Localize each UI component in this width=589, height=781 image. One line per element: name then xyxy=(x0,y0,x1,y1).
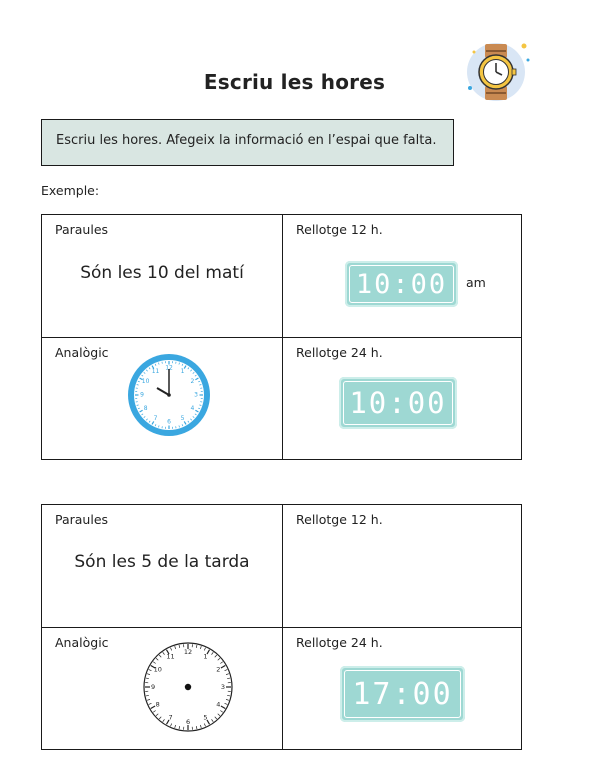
digital-time: 10:00 xyxy=(349,265,454,303)
digital-clock-24h xyxy=(339,377,457,429)
svg-text:5: 5 xyxy=(180,414,185,422)
svg-text:8: 8 xyxy=(155,700,160,709)
svg-text:10: 10 xyxy=(141,378,150,385)
svg-text:11: 11 xyxy=(166,652,175,661)
clock24-label: Rellotge 24 h. xyxy=(296,635,383,650)
clock12-label: Rellotge 12 h. xyxy=(296,512,383,527)
svg-text:7: 7 xyxy=(168,713,173,722)
example-words-cell xyxy=(41,214,283,338)
svg-text:6: 6 xyxy=(167,418,171,426)
svg-text:4: 4 xyxy=(190,405,195,412)
instruction-text: Escriu les hores. Afegeix la informació en l’espai que falta. xyxy=(56,133,437,148)
svg-text:2: 2 xyxy=(216,665,221,674)
svg-text:11: 11 xyxy=(151,368,160,376)
words-text: Són les 5 de la tarda xyxy=(74,552,250,572)
svg-text:1: 1 xyxy=(180,368,185,376)
svg-text:3: 3 xyxy=(194,391,198,399)
svg-text:12: 12 xyxy=(183,648,193,656)
svg-text:3: 3 xyxy=(220,683,226,691)
exercise-analog-cell xyxy=(41,627,283,750)
svg-text:1: 1 xyxy=(203,652,208,661)
page-title: Escriu les hores xyxy=(203,70,386,94)
svg-text:5: 5 xyxy=(203,713,208,722)
svg-text:12: 12 xyxy=(165,364,173,372)
analog-label: Analògic xyxy=(55,635,109,650)
am-pm-label: am xyxy=(466,275,486,290)
clock12-label: Rellotge 12 h. xyxy=(296,222,383,237)
exercise-clock12-cell[interactable] xyxy=(282,504,522,628)
digital-clock-12h xyxy=(345,261,458,307)
words-label: Paraules xyxy=(55,222,109,237)
example-analog-cell xyxy=(41,337,283,460)
svg-text:7: 7 xyxy=(153,414,158,422)
svg-text:2: 2 xyxy=(190,378,195,385)
analog-clock-blank[interactable] xyxy=(142,641,234,733)
example-label: Exemple: xyxy=(41,183,100,198)
analog-clock-10 xyxy=(125,351,213,439)
svg-text:9: 9 xyxy=(140,391,144,399)
example-clock24-cell xyxy=(282,337,522,460)
exercise-words-cell xyxy=(41,504,283,628)
exercise-clock24-cell xyxy=(282,627,522,750)
svg-text:6: 6 xyxy=(185,718,191,726)
svg-text:4: 4 xyxy=(216,700,221,709)
digital-clock-24h xyxy=(340,666,465,722)
clock24-label: Rellotge 24 h. xyxy=(296,345,383,360)
digital-time: 17:00 xyxy=(344,670,461,718)
words-text: Són les 10 del matí xyxy=(80,263,244,283)
example-clock12-cell xyxy=(282,214,522,338)
svg-text:10: 10 xyxy=(153,665,162,674)
analog-label: Analògic xyxy=(55,345,109,360)
wristwatch-icon xyxy=(464,38,534,106)
svg-text:9: 9 xyxy=(150,683,156,691)
digital-time: 10:00 xyxy=(343,381,453,425)
instruction-box xyxy=(41,119,454,166)
svg-text:8: 8 xyxy=(143,405,148,412)
words-label: Paraules xyxy=(55,512,109,527)
